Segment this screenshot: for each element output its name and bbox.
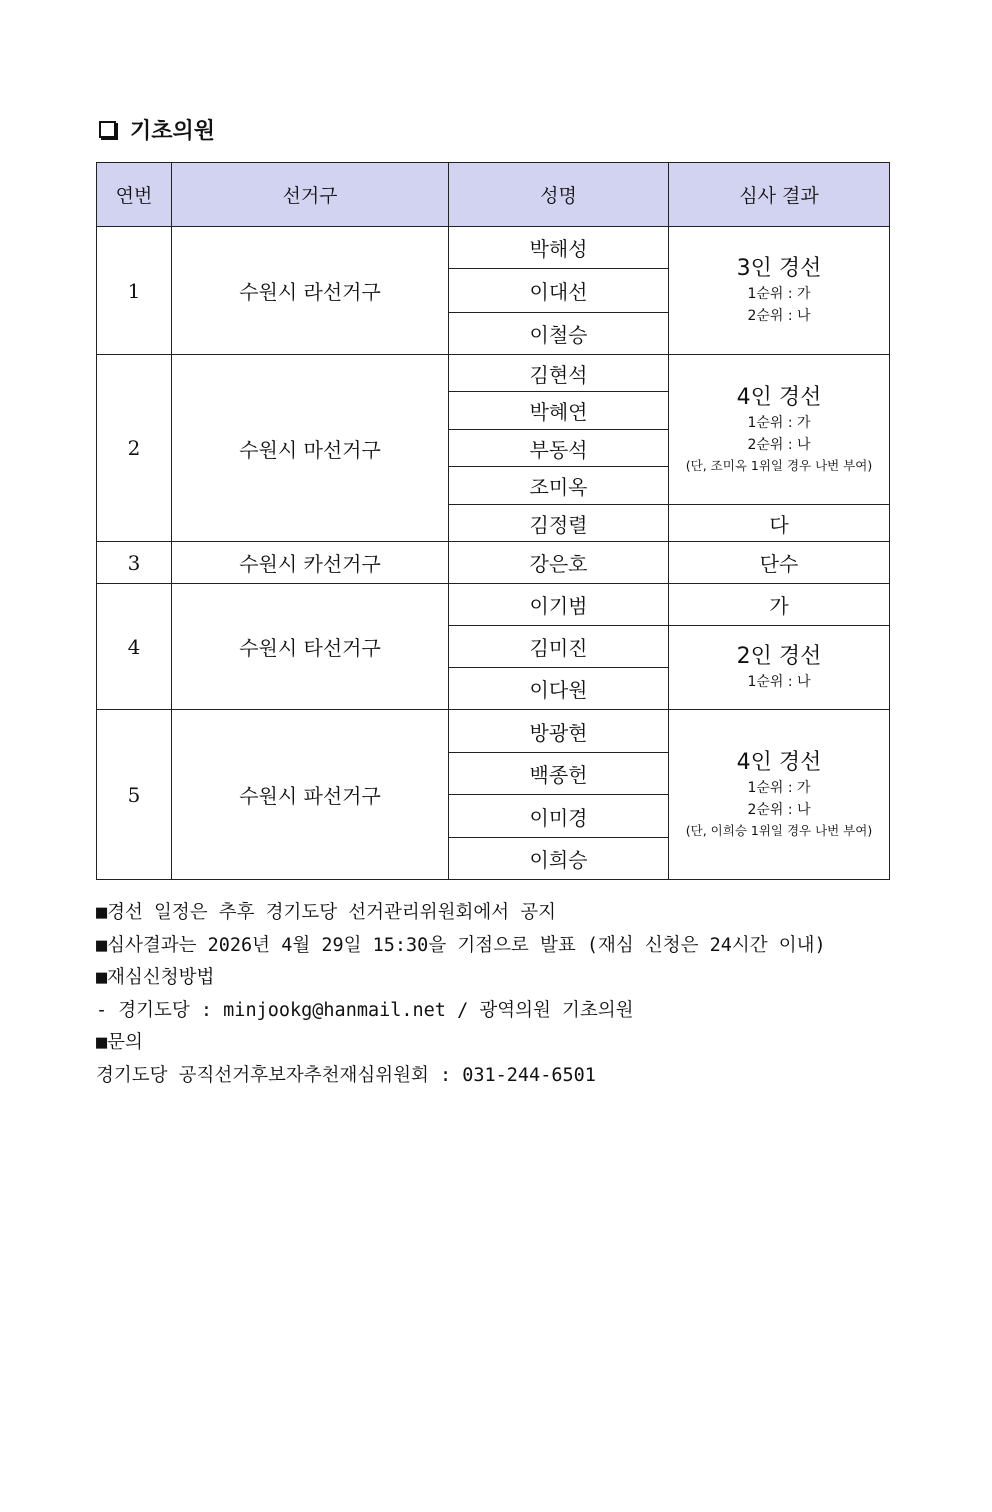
candidate-name: 박해성 bbox=[449, 227, 669, 269]
row-no: 1 bbox=[97, 227, 172, 355]
table-row bbox=[97, 710, 890, 753]
result-line: 1순위 : 가 bbox=[747, 414, 811, 431]
candidate-name: 김미진 bbox=[449, 626, 669, 668]
candidate-name: 이미경 bbox=[449, 795, 669, 838]
candidate-name: 김현석 bbox=[449, 355, 669, 392]
candidate-name: 백종헌 bbox=[449, 753, 669, 795]
candidate-name: 이철승 bbox=[449, 313, 669, 355]
candidate-name: 이기범 bbox=[449, 584, 669, 626]
note-line: ■문의 bbox=[96, 1032, 143, 1053]
result-line: 2순위 : 나 bbox=[747, 436, 811, 453]
result-cell bbox=[669, 227, 890, 355]
header-no: 연번 bbox=[97, 163, 172, 227]
note-line: ■재심신청방법 bbox=[96, 967, 215, 988]
table-row bbox=[97, 355, 890, 392]
result-cell bbox=[669, 355, 890, 505]
result-single: 단수 bbox=[669, 542, 890, 584]
table-row bbox=[97, 584, 890, 626]
section-heading bbox=[97, 114, 215, 145]
result-single: 가 bbox=[669, 584, 890, 626]
section-title: 기초의원 bbox=[130, 119, 216, 144]
result-cell bbox=[669, 626, 890, 710]
note-line: ■경선 일정은 추후 경기도당 선거관리위원회에서 공지 bbox=[96, 902, 556, 923]
result-line: 1순위 : 가 bbox=[747, 285, 811, 302]
note-line: ■심사결과는 2026년 4월 29일 15:30을 기점으로 발표 (재심 신청은 24시간 이내) bbox=[96, 934, 826, 956]
district-cell: 수원시 마선거구 bbox=[172, 355, 449, 542]
candidate-name: 이희승 bbox=[449, 838, 669, 880]
note-line: - 경기도당 : minjookg@hanmail.net / 광역의원 기초의원 bbox=[96, 999, 634, 1021]
district-cell: 수원시 파선거구 bbox=[172, 710, 449, 880]
district-cell: 수원시 타선거구 bbox=[172, 584, 449, 710]
header-name: 성명 bbox=[449, 163, 669, 227]
table-row bbox=[97, 227, 890, 269]
header-result: 심사 결과 bbox=[669, 163, 890, 227]
result-main: 4인 경선 bbox=[736, 749, 822, 775]
row-no: 2 bbox=[97, 355, 172, 542]
candidate-name: 방광현 bbox=[449, 710, 669, 753]
checkbox-icon bbox=[99, 121, 116, 138]
candidate-name: 강은호 bbox=[449, 542, 669, 584]
result-main: 4인 경선 bbox=[736, 384, 822, 410]
result-line: 1순위 : 나 bbox=[747, 673, 811, 690]
result-note: (단, 이희승 1위일 경우 나번 부여) bbox=[685, 822, 873, 838]
candidate-name: 이다원 bbox=[449, 668, 669, 710]
table-header-row bbox=[97, 163, 890, 227]
row-no: 5 bbox=[97, 710, 172, 880]
result-cell bbox=[669, 710, 890, 880]
result-line: 1순위 : 가 bbox=[747, 779, 811, 796]
candidate-name: 조미옥 bbox=[449, 467, 669, 505]
result-main: 2인 경선 bbox=[736, 643, 822, 669]
candidate-name: 이대선 bbox=[449, 269, 669, 313]
results-table bbox=[96, 162, 890, 880]
result-single: 다 bbox=[669, 505, 890, 542]
row-no: 4 bbox=[97, 584, 172, 710]
candidate-name: 김정렬 bbox=[449, 505, 669, 542]
header-district: 선거구 bbox=[172, 163, 449, 227]
district-cell: 수원시 라선거구 bbox=[172, 227, 449, 355]
result-line: 2순위 : 나 bbox=[747, 801, 811, 818]
table-row bbox=[97, 542, 890, 584]
row-no: 3 bbox=[97, 542, 172, 584]
district-cell: 수원시 카선거구 bbox=[172, 542, 449, 584]
result-line: 2순위 : 나 bbox=[747, 307, 811, 324]
candidate-name: 박혜연 bbox=[449, 392, 669, 430]
note-line: 경기도당 공직선거후보자추천재심위원회 : 031-244-6501 bbox=[96, 1064, 596, 1086]
notes-section bbox=[96, 897, 826, 1092]
result-note: (단, 조미옥 1위일 경우 나번 부여) bbox=[685, 457, 873, 473]
candidate-name: 부동석 bbox=[449, 430, 669, 467]
result-main: 3인 경선 bbox=[736, 255, 822, 281]
